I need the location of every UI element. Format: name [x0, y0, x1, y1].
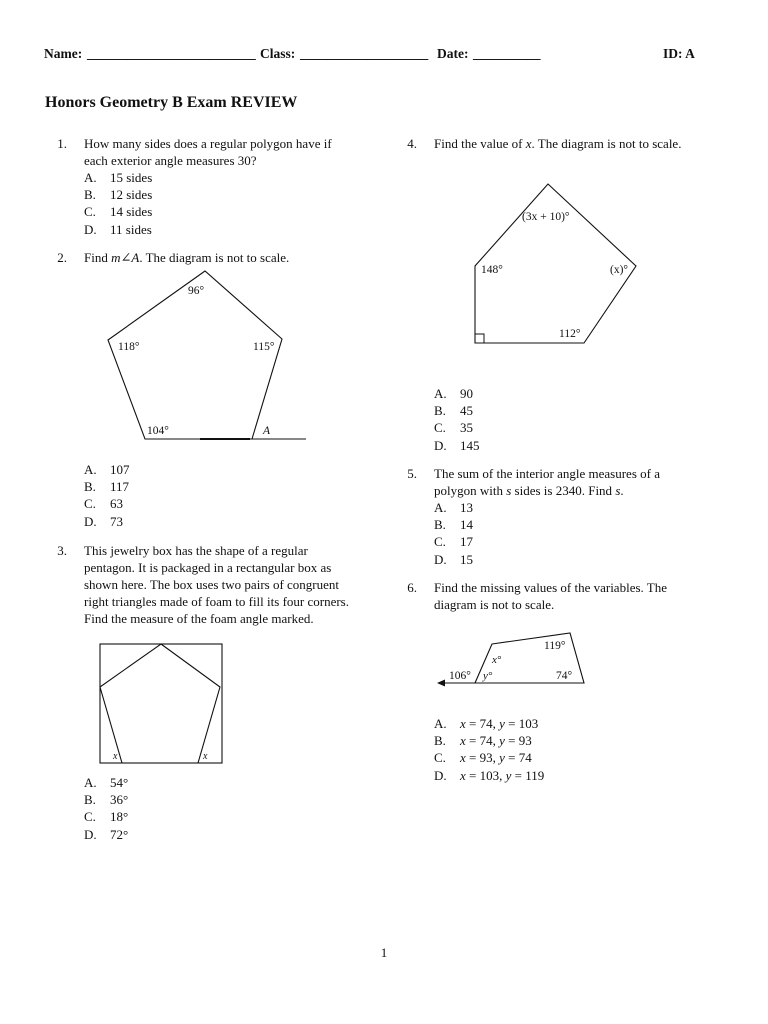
choice-letter: A. [434, 716, 447, 731]
question-line: Find the missing values of the variables. The [434, 580, 667, 595]
question-text [434, 465, 660, 499]
choice-letter: C. [84, 496, 96, 512]
question-number: 3. [57, 543, 67, 558]
question-number: 1. [57, 136, 67, 151]
choice-letter: C. [84, 204, 96, 220]
choice-letter: D. [84, 221, 97, 237]
angle-label-a: A [263, 425, 271, 437]
question-text [84, 249, 289, 266]
question-number: 6. [407, 580, 417, 595]
question-line: The sum of the interior angle measures of a [434, 466, 660, 481]
choice-letter: A. [84, 462, 97, 477]
pentagon-diagram [470, 180, 650, 350]
question-line: How many sides does a regular polygon have if [84, 136, 332, 151]
choice-letter: B. [84, 792, 96, 808]
arrow-left-icon [437, 680, 445, 687]
question-2 [45, 249, 365, 534]
question-5 [395, 465, 725, 575]
question-line: diagram is not to scale. [434, 597, 555, 612]
math-variable: x [460, 733, 466, 749]
math-variable: x [460, 716, 466, 731]
math-variable: x [460, 767, 466, 783]
foam-angle-label-left: x [113, 751, 118, 762]
math-variable: x [460, 750, 466, 766]
question-line: Find the measure of the foam angle marked. [84, 611, 314, 626]
math-variable: s [506, 483, 512, 498]
choice-text [460, 749, 532, 766]
math-variable: s [615, 483, 621, 498]
choice-letter: B. [434, 517, 446, 533]
date-blank: __________ [473, 46, 541, 61]
text-part: sides is 2340. Find [511, 483, 616, 498]
angle-label-bottom: 112° [559, 328, 581, 340]
name-blank: _________________________ [87, 46, 256, 61]
choice-letter: B. [434, 403, 446, 419]
choice-text: 15 sides [110, 170, 153, 185]
text-part: polygon with [434, 483, 507, 498]
angle-label-right: (x)° [610, 264, 629, 276]
choice-text: 45 [460, 403, 473, 419]
page-number: 1 [380, 945, 388, 960]
value-part: = 74, [465, 733, 500, 749]
angle-label-bottom-left: 104° [147, 425, 169, 437]
choice-text: 12 sides [110, 187, 153, 203]
choice-text: 35 [460, 420, 473, 436]
question-line [434, 482, 660, 499]
angle-label-top-right: 119° [544, 640, 566, 652]
value-part: = 119 [511, 767, 545, 783]
math-variable: y [505, 767, 512, 783]
choice-letter: A. [434, 500, 447, 515]
question-line: pentagon. It is packaged in a rectangular box as [84, 560, 332, 575]
question-6 [395, 579, 725, 789]
angle-label-left: 148° [481, 264, 503, 276]
choice-text [460, 715, 538, 732]
class-blank: ___________________ [300, 46, 429, 61]
angle-label-top: (3x + 10)° [522, 211, 570, 223]
class-label: Class: [260, 46, 296, 61]
jewelry-box-diagram [99, 642, 225, 766]
id-label: ID: A [663, 46, 695, 61]
choice-text: 13 [460, 500, 473, 515]
text-part: . The diagram is not to scale. [531, 136, 682, 151]
choice-text: 14 [460, 517, 473, 533]
exam-title: Honors Geometry B Exam REVIEW [45, 94, 298, 111]
foam-angle-label-right: x [203, 751, 208, 762]
text-part: Find the value of [434, 136, 526, 151]
choice-text: 14 sides [110, 204, 153, 220]
text-part: Find [84, 250, 112, 265]
choice-text: 17 [460, 534, 473, 550]
choice-letter: A. [84, 775, 97, 790]
choice-text: 90 [460, 386, 473, 401]
angle-label-bottom-right: 74° [556, 670, 573, 682]
right-angle-marker [475, 334, 484, 343]
choice-text: 72° [110, 826, 129, 842]
pentagon-shape [100, 644, 220, 763]
question-text [434, 135, 681, 152]
value-part: = 74 [504, 750, 532, 766]
angle-label-right: 115° [253, 341, 275, 353]
question-1 [45, 135, 365, 245]
value-part: = 74, [465, 716, 500, 731]
name-label: Name: [44, 46, 83, 61]
choice-letter: B. [84, 479, 96, 495]
choice-text: 36° [110, 792, 129, 808]
math-expression: m∠A [111, 250, 140, 265]
choice-text: 107 [110, 462, 130, 477]
choice-letter: C. [84, 809, 96, 825]
choice-letter: D. [84, 513, 97, 529]
choice-letter: D. [434, 551, 447, 567]
question-line: This jewelry box has the shape of a regular [84, 543, 308, 558]
choice-letter: C. [434, 420, 446, 436]
choice-text [460, 732, 532, 749]
pentagon-diagram [100, 268, 370, 448]
choice-text: 117 [110, 479, 130, 495]
math-variable: y [499, 716, 505, 731]
quadrilateral-diagram [435, 629, 595, 695]
choice-text: 145 [460, 437, 480, 453]
choice-text: 63 [110, 496, 123, 512]
choice-letter: B. [434, 733, 446, 749]
question-line: shown here. The box uses two pairs of congruent [84, 577, 340, 592]
question-text [84, 135, 332, 169]
text-part: . [620, 483, 624, 498]
choice-text: 73 [110, 513, 123, 529]
question-number: 4. [407, 136, 417, 151]
choice-text: 15 [460, 551, 473, 567]
math-variable: y [499, 733, 505, 749]
angle-label-y: y° [483, 670, 493, 682]
question-4 [395, 135, 725, 455]
question-text [84, 542, 349, 627]
choice-text: 54° [110, 775, 129, 790]
angle-label-x: x° [492, 654, 502, 666]
choice-text: 11 sides [110, 221, 152, 237]
question-number: 2. [57, 250, 67, 265]
question-line: right triangles made of foam to fill its four corners. [84, 594, 349, 609]
math-expression: x [525, 136, 532, 151]
choice-letter: D. [434, 767, 447, 783]
angle-label-top: 96° [188, 285, 205, 297]
text-part: . The diagram is not to scale. [139, 250, 290, 265]
choice-letter: B. [84, 187, 96, 203]
question-3 [45, 542, 375, 842]
math-variable: y [499, 750, 505, 766]
choice-letter: C. [434, 534, 446, 550]
question-number: 5. [407, 466, 417, 481]
angle-label-left: 118° [118, 341, 140, 353]
value-part: = 103 [504, 716, 539, 731]
choice-letter: C. [434, 750, 446, 766]
exterior-angle-label: 106° [449, 670, 471, 682]
choice-letter: A. [84, 170, 97, 185]
question-text [434, 579, 667, 613]
choice-letter: D. [434, 437, 447, 453]
header-row [44, 46, 700, 66]
choice-text: 18° [110, 809, 129, 825]
choice-text [460, 767, 544, 784]
value-part: = 103, [465, 767, 506, 783]
value-part: = 93 [504, 733, 532, 749]
choice-letter: D. [84, 826, 97, 842]
question-line: each exterior angle measures 30? [84, 153, 257, 168]
value-part: = 93, [465, 750, 500, 766]
date-label: Date: [437, 46, 469, 61]
choice-letter: A. [434, 386, 447, 401]
